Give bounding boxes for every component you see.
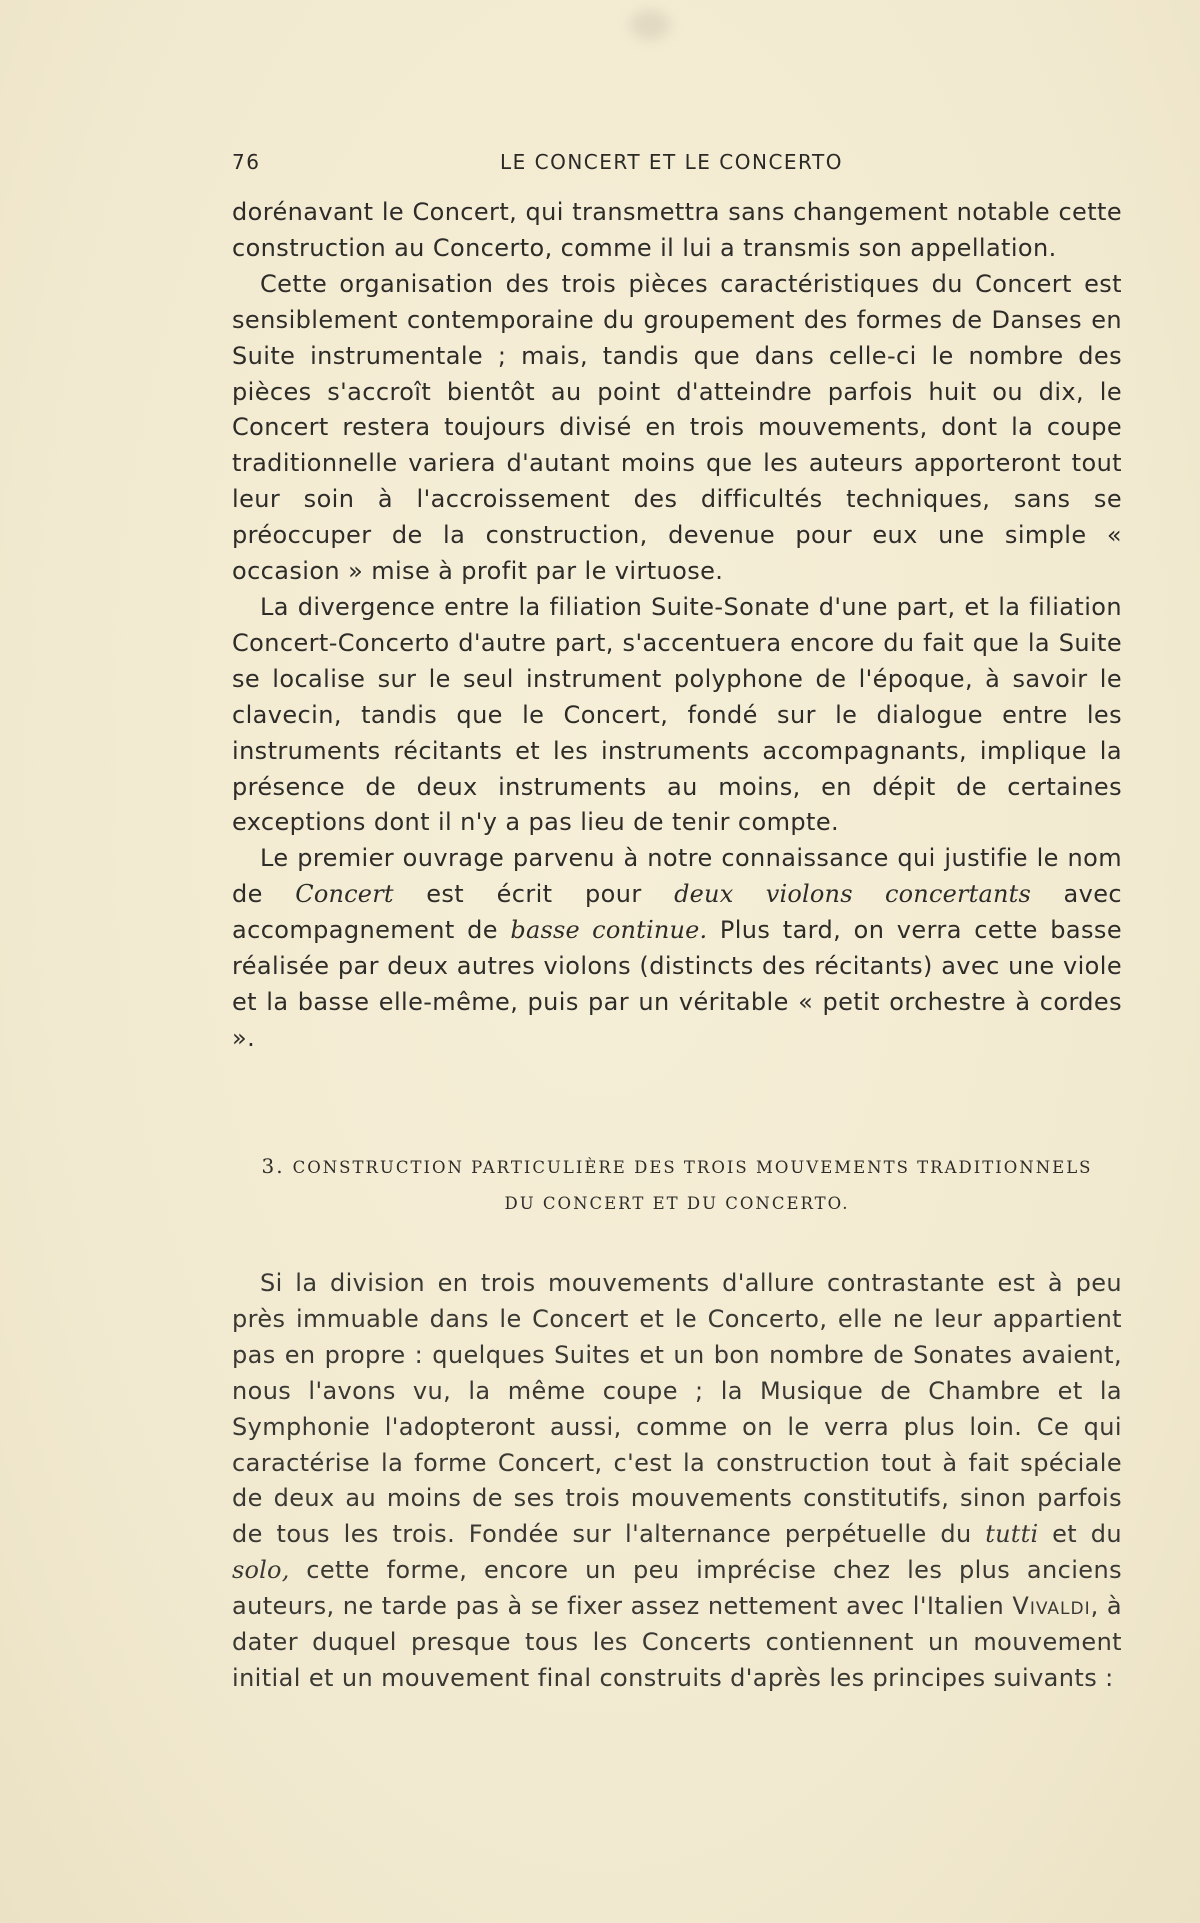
running-title: LE CONCERT ET LE CONCERTO bbox=[500, 150, 843, 174]
paragraph: dorénavant le Concert, qui transmettra sans changement notable cette construction au Concerto, comme il lui a transmis son appellation. bbox=[232, 198, 1122, 262]
italic-term: solo, bbox=[232, 1556, 290, 1585]
text-run: Si la division en trois mouvements d'allure contrastante est à peu près immuable dans le Concert et le Concerto, elle ne leur appartient pas en propre : quelques Suites et un bon nombre de Sonates avaient, nous l'avons vu, la même coupe ; la Musique de Chambre et la Symphonie l'adopteront aussi, comme on le verra plus loin. Ce qui caractérise la forme Concert, c'est la construction tout à fait spéciale de deux au moins de ses trois mouvements constitutifs, sinon parfois de tous les trois. Fondée sur l'alternance perpétuelle du bbox=[232, 1269, 1122, 1549]
italic-term: deux violons concertants bbox=[674, 880, 1032, 909]
text-run: cette forme, encore un peu imprécise chez les plus anciens auteurs, ne tarde pas à se fixer assez nettement avec l'Italien bbox=[232, 1556, 1122, 1621]
section-heading bbox=[232, 1148, 1122, 1222]
paragraph bbox=[232, 841, 1122, 1056]
paragraph bbox=[232, 1266, 1122, 1697]
italic-term: tutti bbox=[985, 1520, 1039, 1549]
section-heading-text: CONSTRUCTION PARTICULIÈRE DES TROIS MOUVEMENTS TRADITIONNELS bbox=[292, 1158, 1093, 1177]
paper-stain bbox=[630, 10, 670, 40]
section-number: 3. bbox=[261, 1154, 285, 1178]
page-number: 76 bbox=[232, 150, 261, 174]
section-two-text bbox=[232, 1266, 1122, 1697]
running-head bbox=[232, 150, 1074, 180]
composer-name: Vivaldi bbox=[1012, 1592, 1091, 1621]
section-one-text bbox=[232, 195, 1122, 1057]
text-run: Le premier ouvrage parvenu à notre connaissance qui justifie le nom de bbox=[232, 844, 1122, 909]
section-heading-line-1 bbox=[232, 1148, 1122, 1186]
text-run: est écrit pour bbox=[393, 880, 675, 909]
section-heading-line-2: DU CONCERT ET DU CONCERTO. bbox=[504, 1194, 850, 1213]
text-run: avec accompagnement de bbox=[232, 880, 1122, 945]
italic-term: basse continue. bbox=[510, 916, 708, 945]
paragraph: Cette organisation des trois pièces caractéristiques du Concert est sensiblement contemporaine du groupement des formes de Danses en Suite instrumentale ; mais, tandis que dans celle-ci le nombre des pièces s'accroît bientôt au point d'atteindre parfois huit ou dix, le Concert restera toujours divisé en trois mouvements, dont la coupe traditionnelle variera d'autant moins que les auteurs apporteront tout leur soin à l'accroissement des difficultés techniques, sans se préoccuper de la construction, devenue pour eux une simple « occasion » mise à profit par le virtuose. bbox=[232, 269, 1122, 586]
italic-term: Concert bbox=[295, 880, 394, 909]
text-run: et du bbox=[1038, 1520, 1123, 1549]
text-run: Plus tard, on verra cette basse réalisée par deux autres violons (distincts des récitants) avec une viole et la basse elle-même, puis par un véritable « petit orchestre à cordes ». bbox=[232, 916, 1122, 1052]
paragraph: La divergence entre la filiation Suite-Sonate d'une part, et la filiation Concert-Concerto d'autre part, s'accentuera encore du fait que la Suite se localise sur le seul instrument polyphone de l'époque, à savoir le clavecin, tandis que le Concert, fondé sur le dialogue entre les instruments récitants et les instruments accompagnants, implique la présence de deux instruments au moins, en dépit de certaines exceptions dont il n'y a pas lieu de tenir compte. bbox=[232, 592, 1122, 837]
text-run: , à dater duquel presque tous les Concerts contiennent un mouvement initial et un mouvement final construits d'après les principes suivants : bbox=[232, 1592, 1122, 1692]
